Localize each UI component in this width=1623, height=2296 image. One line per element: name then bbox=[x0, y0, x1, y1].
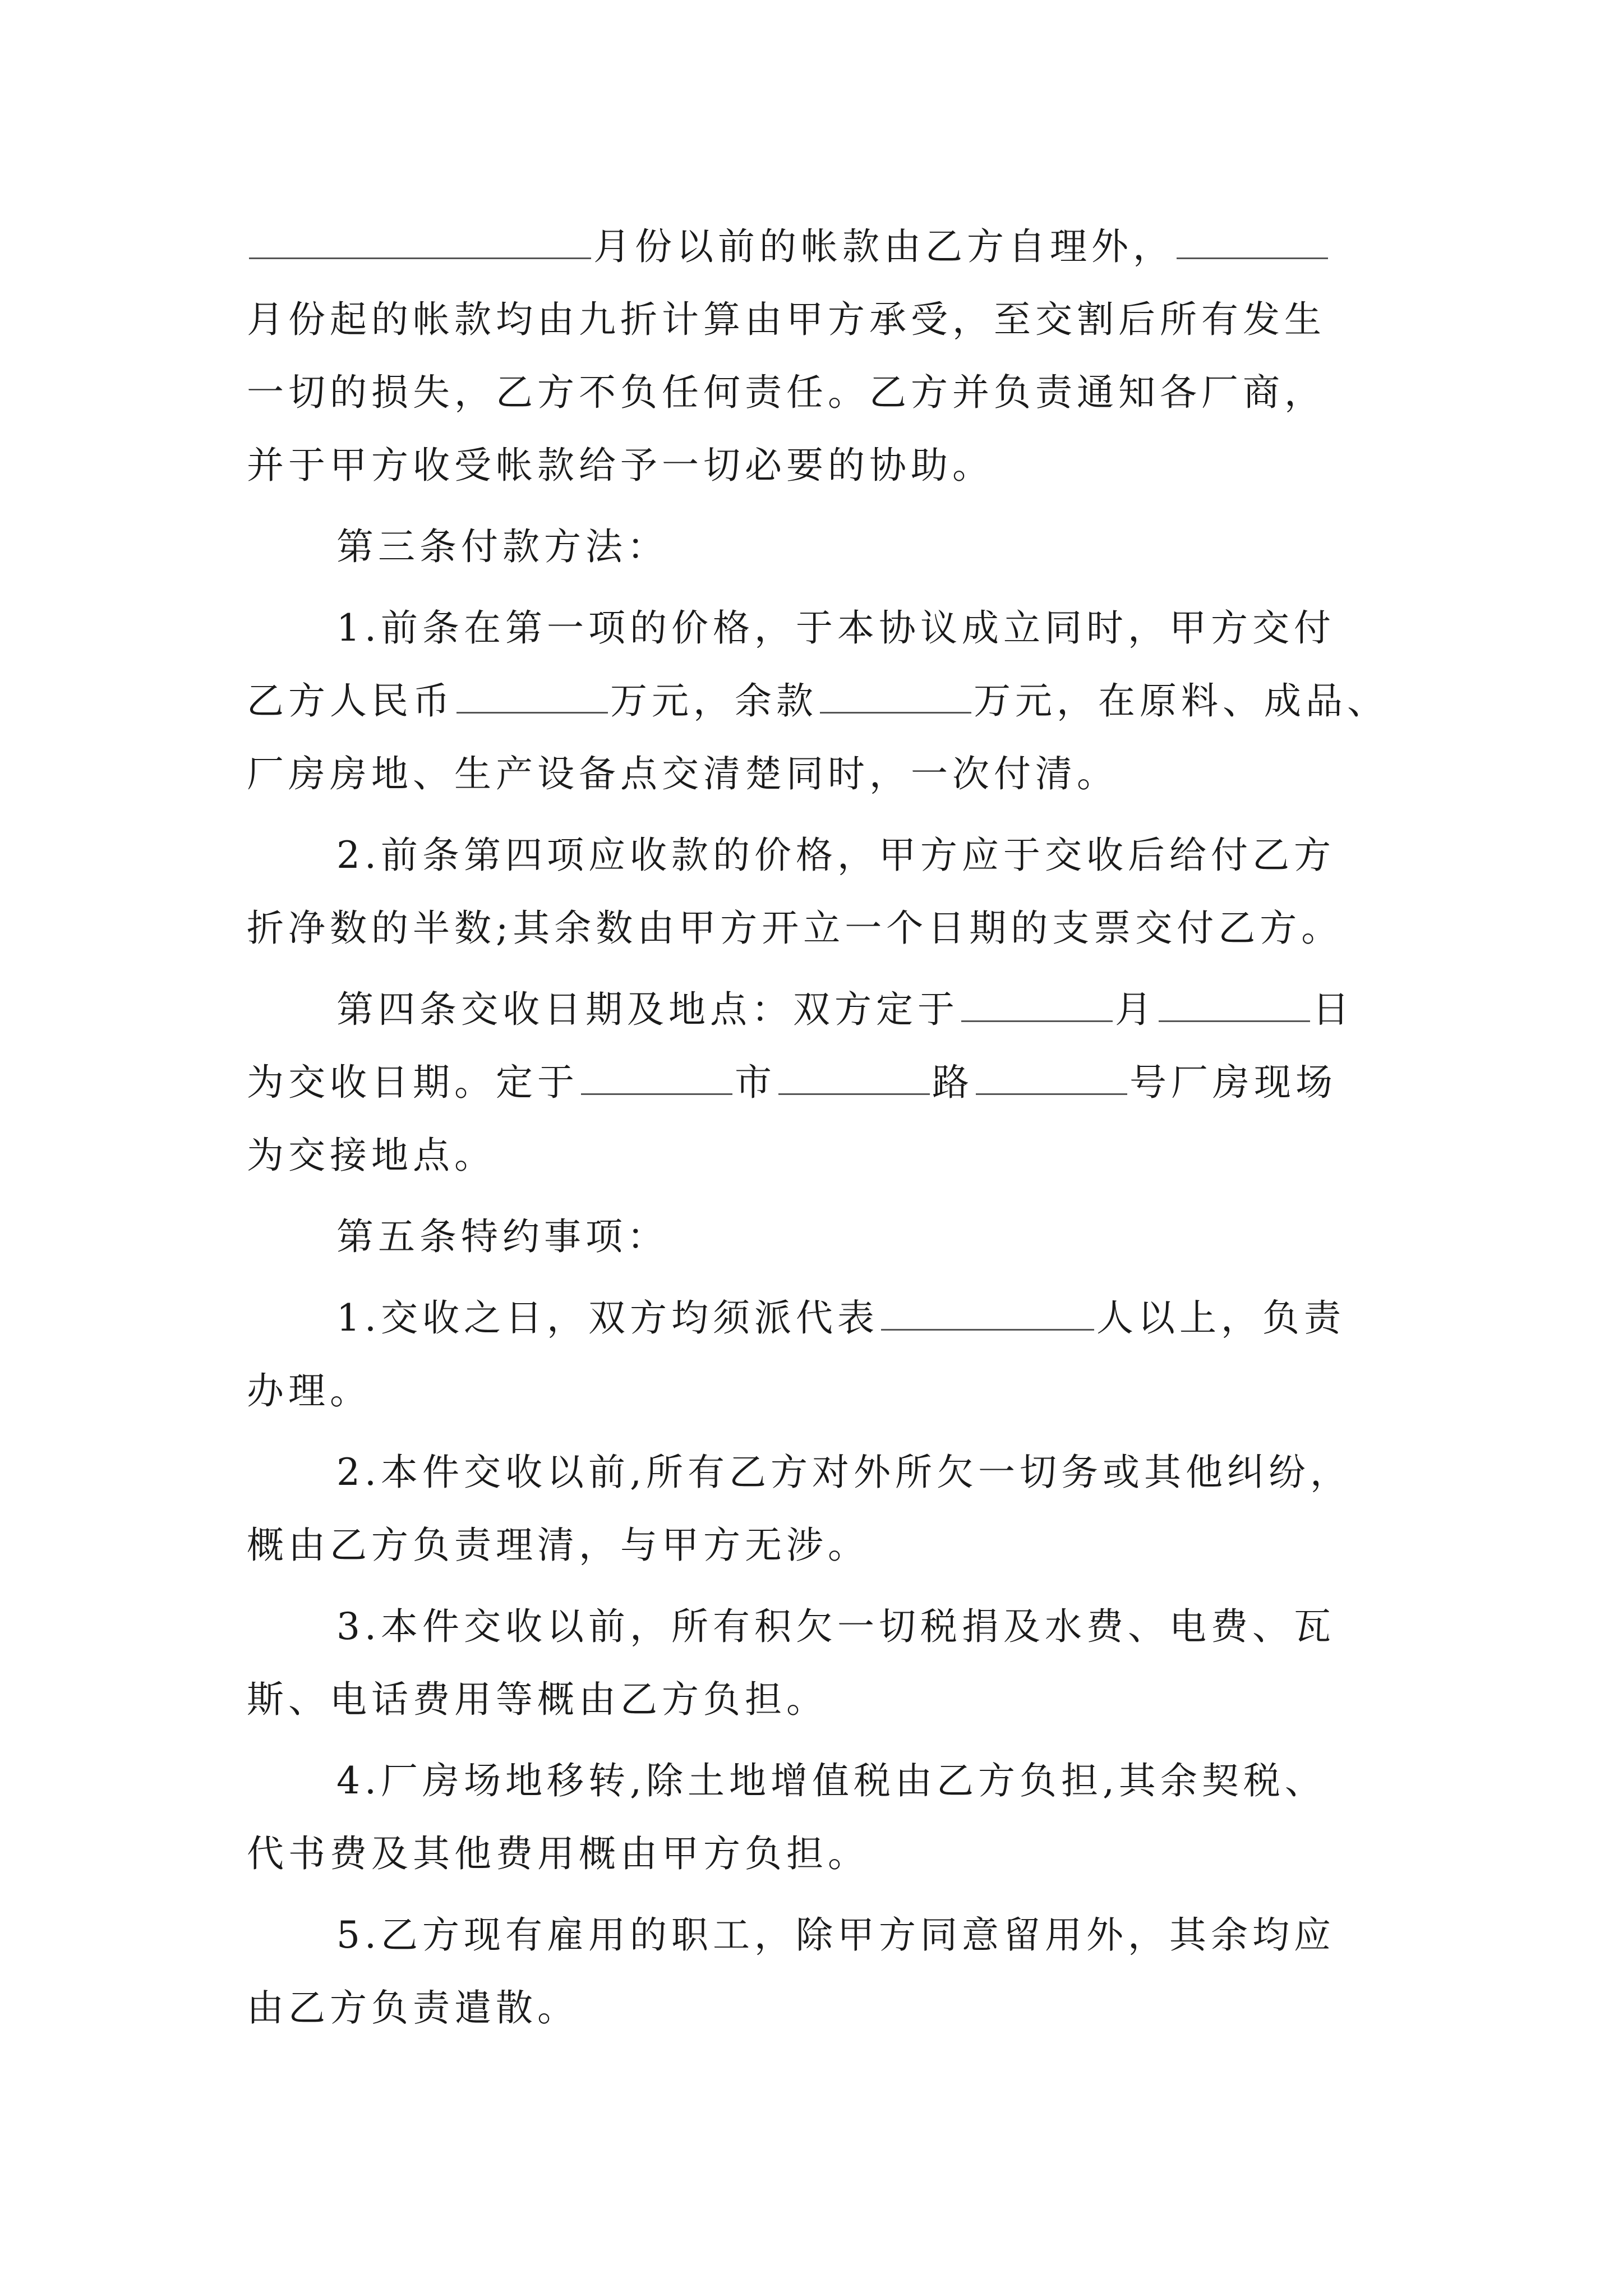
clause-5-4-line-1: 4.厂房场地移转,除土地增值税由乙方负担,其余契税、 bbox=[336, 1759, 1326, 1802]
fill-in-blank bbox=[820, 677, 971, 714]
text-segment: 月 bbox=[1115, 988, 1156, 1031]
fill-in-blank bbox=[1177, 222, 1328, 259]
fill-in-blank bbox=[961, 985, 1113, 1022]
text-segment: 万元，余款 bbox=[610, 679, 818, 723]
clause-3-1-line-2 bbox=[247, 668, 1389, 735]
clause-3-2-line-1: 2.前条第四项应收款的价格，甲方应于交收后给付乙方 bbox=[336, 834, 1335, 877]
text-segment: 日 bbox=[1312, 988, 1354, 1031]
clause-5-2-line-2: 概由乙方负责理清，与甲方无涉。 bbox=[247, 1524, 869, 1567]
text-segment: 万元，在原料、成品、 bbox=[974, 679, 1389, 723]
fill-in-blank bbox=[1159, 985, 1310, 1022]
clause-5-1-line-1 bbox=[336, 1285, 1380, 1352]
text-segment: 月份以前的帐款由乙方自理外， bbox=[593, 225, 1174, 268]
clause-5-1-line-2: 办理。 bbox=[247, 1369, 371, 1412]
contract-line-4: 并于甲方收受帐款给予一切必要的协助。 bbox=[247, 444, 994, 487]
clause-5-2-line-1: 2.本件交收以前,所有乙方对外所欠一切务或其他纠纷， bbox=[336, 1451, 1352, 1494]
clause-5-3-line-2: 斯、电话费用等概由乙方负担。 bbox=[247, 1678, 828, 1721]
text-segment: 为交收日期。定于 bbox=[247, 1061, 579, 1104]
text-segment: 1.交收之日，双方均须派代表 bbox=[336, 1296, 879, 1340]
text-segment: 人以上，负责 bbox=[1096, 1296, 1345, 1340]
fill-in-blank bbox=[778, 1058, 930, 1095]
clause-5-5-line-2: 由乙方负责遣散。 bbox=[247, 1986, 579, 2030]
text-segment: 市 bbox=[735, 1061, 776, 1104]
fill-in-blank bbox=[581, 1058, 732, 1095]
fill-in-blank bbox=[457, 677, 608, 714]
contract-line-2: 月份起的帐款均由九折计算由甲方承受，至交割后所有发生 bbox=[247, 298, 1326, 341]
fill-in-blank bbox=[976, 1058, 1127, 1095]
text-segment: 第四条交收日期及地点：双方定于 bbox=[336, 988, 959, 1031]
fill-in-blank bbox=[881, 1294, 1094, 1331]
clause-3-1-line-1: 1.前条在第一项的价格，于本协议成立同时，甲方交付 bbox=[336, 606, 1335, 650]
contract-line-1 bbox=[247, 213, 1380, 280]
clause-5-5-line-1: 5.乙方现有雇用的职工，除甲方同意留用外，其余均应 bbox=[336, 1913, 1335, 1957]
delivery-line-2 bbox=[247, 1049, 1380, 1116]
text-segment: 号厂房现场 bbox=[1129, 1061, 1337, 1104]
clause-5-3-line-1: 3.本件交收以前，所有积欠一切税捐及水费、电费、瓦 bbox=[336, 1605, 1335, 1648]
clause-3-1-line-3: 厂房房地、生产设备点交清楚同时，一次付清。 bbox=[247, 752, 1118, 795]
clause-3-2-line-2: 折净数的半数;其余数由甲方开立一个日期的支票交付乙方。 bbox=[247, 907, 1343, 950]
section-heading-payment: 第三条付款方法： bbox=[336, 525, 668, 568]
delivery-line-3: 为交接地点。 bbox=[247, 1134, 496, 1177]
fill-in-blank bbox=[249, 222, 591, 259]
contract-line-3: 一切的损失，乙方不负任何责任。乙方并负责通知各厂商， bbox=[247, 371, 1326, 414]
clause-5-4-line-2: 代书费及其他费用概由甲方负担。 bbox=[247, 1832, 869, 1875]
text-segment: 乙方人民币 bbox=[247, 679, 454, 723]
section-heading-delivery bbox=[336, 976, 1380, 1043]
section-heading-special-terms: 第五条特约事项： bbox=[336, 1215, 668, 1258]
text-segment: 路 bbox=[932, 1061, 974, 1104]
